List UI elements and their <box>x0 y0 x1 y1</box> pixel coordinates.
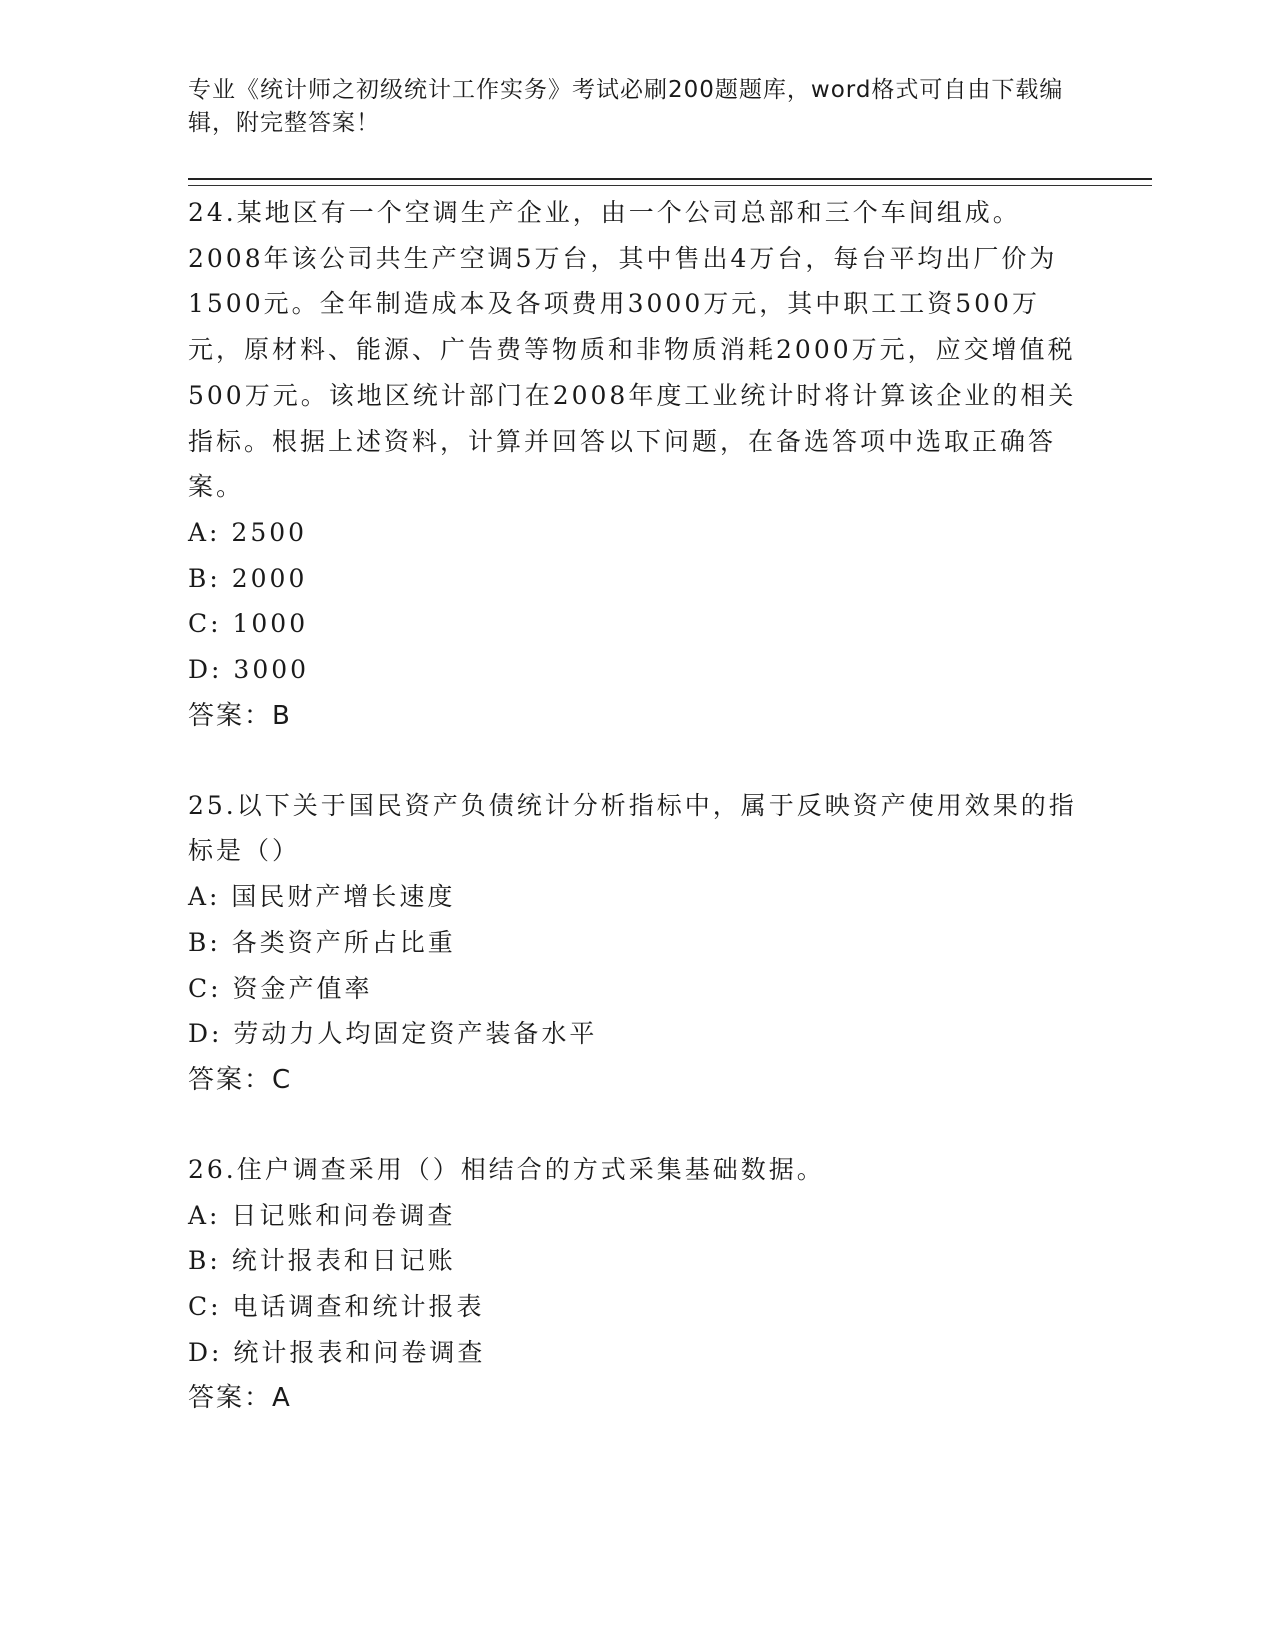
question-list <box>188 190 1088 1421</box>
option-c: C: 1000 <box>188 609 309 639</box>
question-text: 25.以下关于国民资产负债统计分析指标中，属于反映资产使用效果的指标是（） <box>188 790 1077 866</box>
answer-line: 答案：A <box>188 1383 292 1414</box>
option-c: C: 电话调查和统计报表 <box>188 1292 485 1322</box>
question-24 <box>188 190 1088 739</box>
question-text: 24.某地区有一个空调生产企业，由一个公司总部和三个车间组成。2008年该公司共生产空调5万台，其中售出4万台，每台平均出厂价为1500元。全年制造成本及各项费用3000万元，其中职工工资500万元，原材料、能源、广告费等物质和非物质消耗2000万元，应交增值税500万元。该地区统计部门在2008年度工业统计时将计算该企业的相关指标。根据上述资料，计算并回答以下问题，在备选答项中选取正确答案。 <box>188 198 1077 502</box>
option-d: D: 劳动力人均固定资产装备水平 <box>188 1019 598 1049</box>
header-divider-thin <box>188 185 1152 186</box>
question-26 <box>188 1147 1088 1422</box>
option-b: B: 各类资产所占比重 <box>188 927 456 957</box>
answer-line: 答案：C <box>188 1064 293 1095</box>
option-b: B: 2000 <box>188 563 308 593</box>
option-d: D: 统计报表和问卷调查 <box>188 1337 486 1367</box>
option-b: B: 统计报表和日记账 <box>188 1246 456 1276</box>
document-header: 专业《统计师之初级统计工作实务》考试必刷200题题库，word格式可自由下载编辑，附完整答案！ <box>188 77 1064 136</box>
option-c: C: 资金产值率 <box>188 973 373 1003</box>
option-a: A: 日记账和问卷调查 <box>188 1200 456 1230</box>
answer-line: 答案：B <box>188 700 292 731</box>
option-a: A: 国民财产增长速度 <box>188 882 456 912</box>
option-d: D: 3000 <box>188 655 310 685</box>
question-text: 26.住户调查采用（）相结合的方式采集基础数据。 <box>188 1154 825 1184</box>
option-a: A: 2500 <box>188 517 308 547</box>
question-25 <box>188 783 1088 1103</box>
header-divider-thick <box>188 178 1152 180</box>
